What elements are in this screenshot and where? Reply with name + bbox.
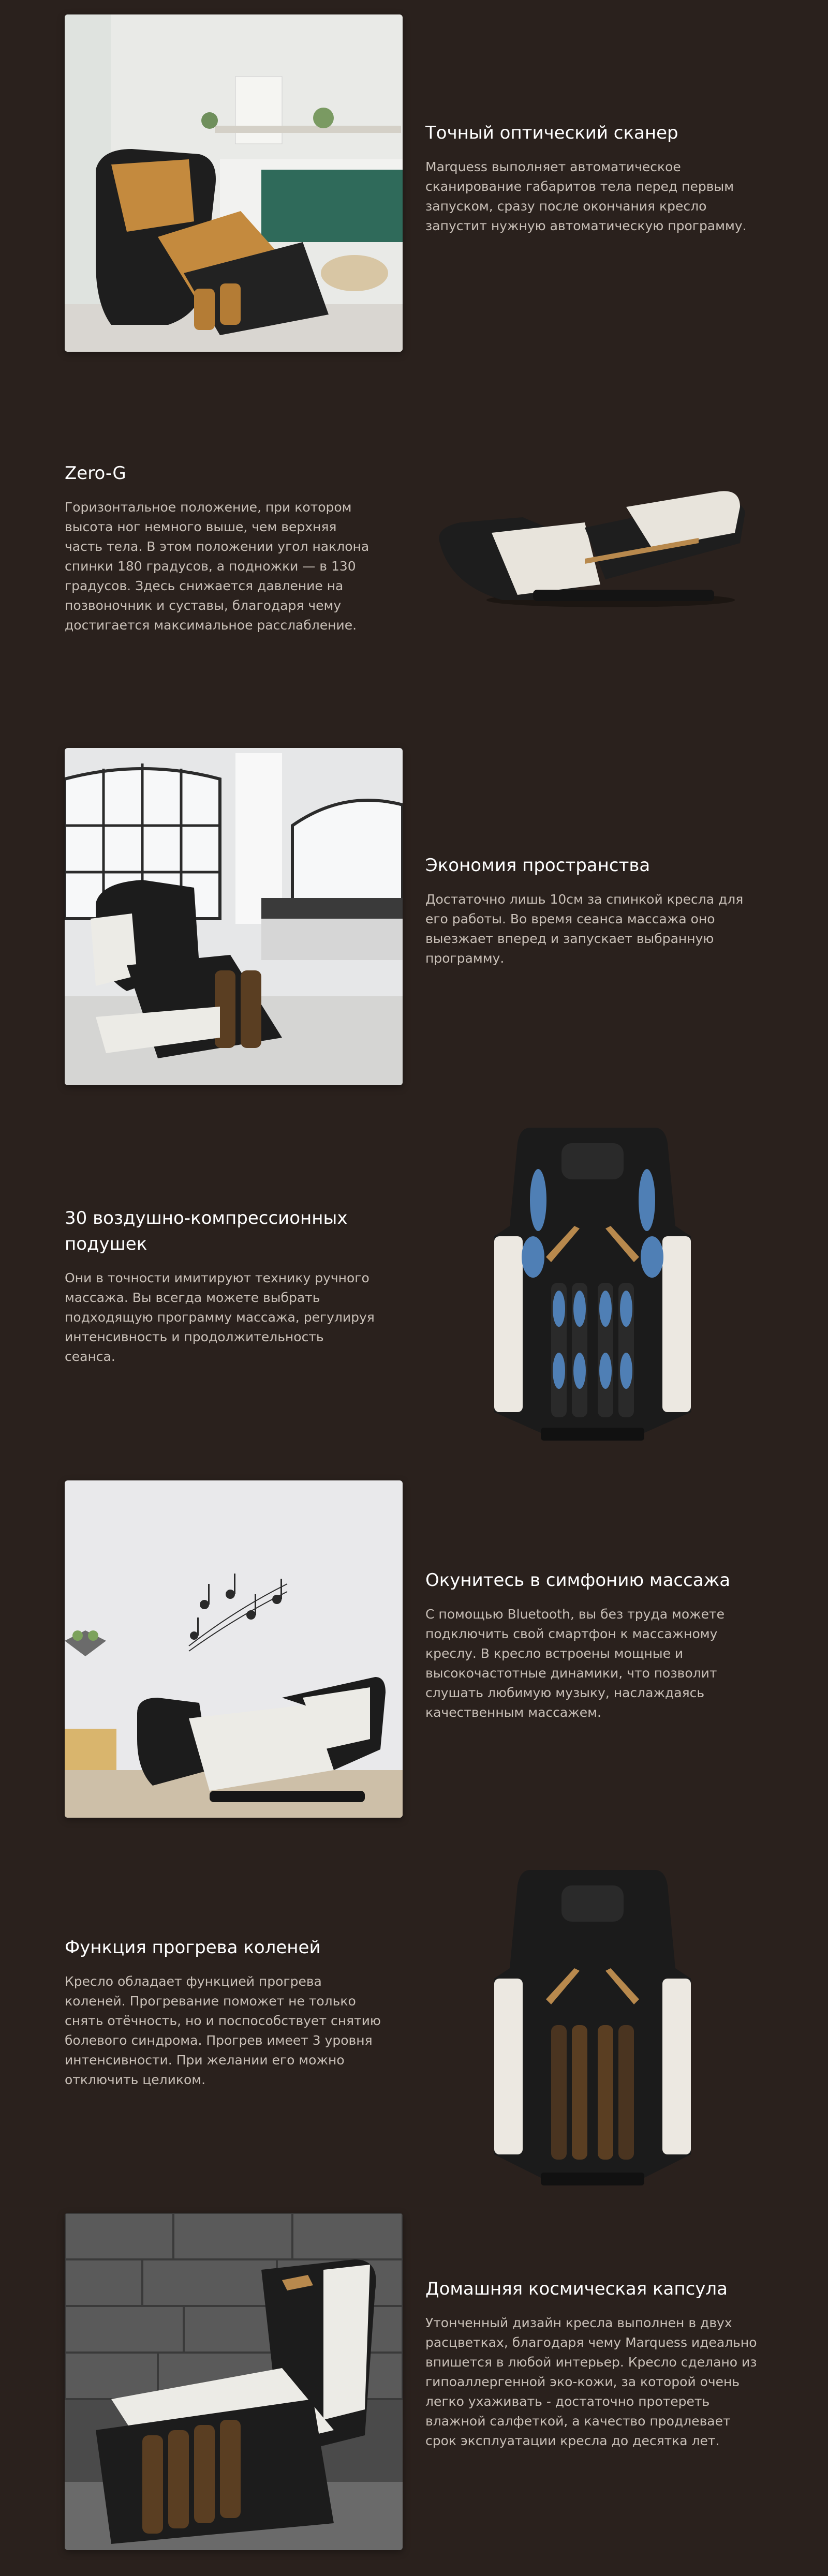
feature-title: Точный оптический сканер [425, 123, 678, 143]
feature-text-2 [65, 460, 375, 635]
feature-description: Marquess выполняет автоматическое сканирование габаритов тела перед первым запуском, сразу после окончания кресло запустит нужную автоматическую программу. [425, 159, 747, 233]
airbags-chair-image [489, 1122, 696, 1446]
feature-section-space-saving [0, 735, 828, 1102]
bedroom-chair-photo [65, 14, 403, 352]
music-room-chair-photo [65, 1480, 403, 1818]
feature-section-airbags [0, 1102, 828, 1469]
window-room-chair-photo [65, 748, 403, 1085]
feature-title: Домашняя космическая капсула [425, 2279, 728, 2299]
feature-description: Кресло обладает функцией прогрева коленей. Прогревание поможет не только снять отёчность, но и поспособствует снятию болевого синдрома. Прогрев имеет 3 уровня интенсивности. При желании его можно отключить целиком. [65, 1974, 381, 2087]
feature-section-optical-scanner [0, 0, 828, 367]
zero-g-chair-image [430, 481, 761, 610]
feature-section-zero-g [0, 367, 828, 735]
feature-description: Достаточно лишь 10см за спинкой кресла для его работы. Во время сеанса массажа оно выезжает вперед и запускает выбранную программу. [425, 892, 744, 966]
feature-text-1 [425, 120, 762, 236]
feature-title: Экономия пространства [425, 855, 650, 876]
feature-section-music [0, 1469, 828, 1836]
feature-title: Функция прогрева коленей [65, 1937, 321, 1958]
feature-description: Утонченный дизайн кресла выполнен в двух расцветках, благодаря чему Marquess идеально впишется в любой интерьер. Кресло сделано из гипоаллергенной эко-кожи, за которой очень легко ухаживать - достаточно протереть влажной салфеткой, а качество продлевает срок эксплуатации кресла до десятка лет. [425, 2315, 757, 2448]
feature-title: 30 воздушно-компрессионных подушек [65, 1208, 348, 1254]
feature-text-5 [425, 1567, 762, 1723]
stone-wall-chair-photo [65, 2213, 403, 2550]
feature-text-7 [425, 2276, 762, 2451]
feature-title: Zero-G [65, 463, 126, 484]
feature-section-knee-heating [0, 1836, 828, 2204]
feature-description: Горизонтальное положение, при котором высота ног немного выше, чем верхняя часть тела. В этом положении угол наклона спинки 180 градусов, а подножки — в 130 градусов. Здесь снижается давление на позвоночник и суставы, благодаря чему достигается максимальное расслабление. [65, 500, 369, 633]
feature-description: С помощью Bluetooth, вы без труда можете подключить свой смартфон к массажному креслу. В кресло встроены мощные и высокочастотные динамики, что позволит слушать любимую музыку, наслаждаясь качественным массажем. [425, 1607, 724, 1720]
knee-heating-chair-image [489, 1865, 696, 2191]
feature-text-3 [425, 852, 762, 968]
feature-text-6 [65, 1935, 386, 2090]
feature-title: Окунитесь в симфонию массажа [425, 1570, 731, 1591]
feature-text-4 [65, 1205, 375, 1367]
feature-description: Они в точности имитируют технику ручного массажа. Вы всегда можете выбрать подходящую программу массажа, регулируя интенсивность и продолжительность сеанса. [65, 1270, 375, 1364]
feature-section-space-capsule [0, 2204, 828, 2576]
